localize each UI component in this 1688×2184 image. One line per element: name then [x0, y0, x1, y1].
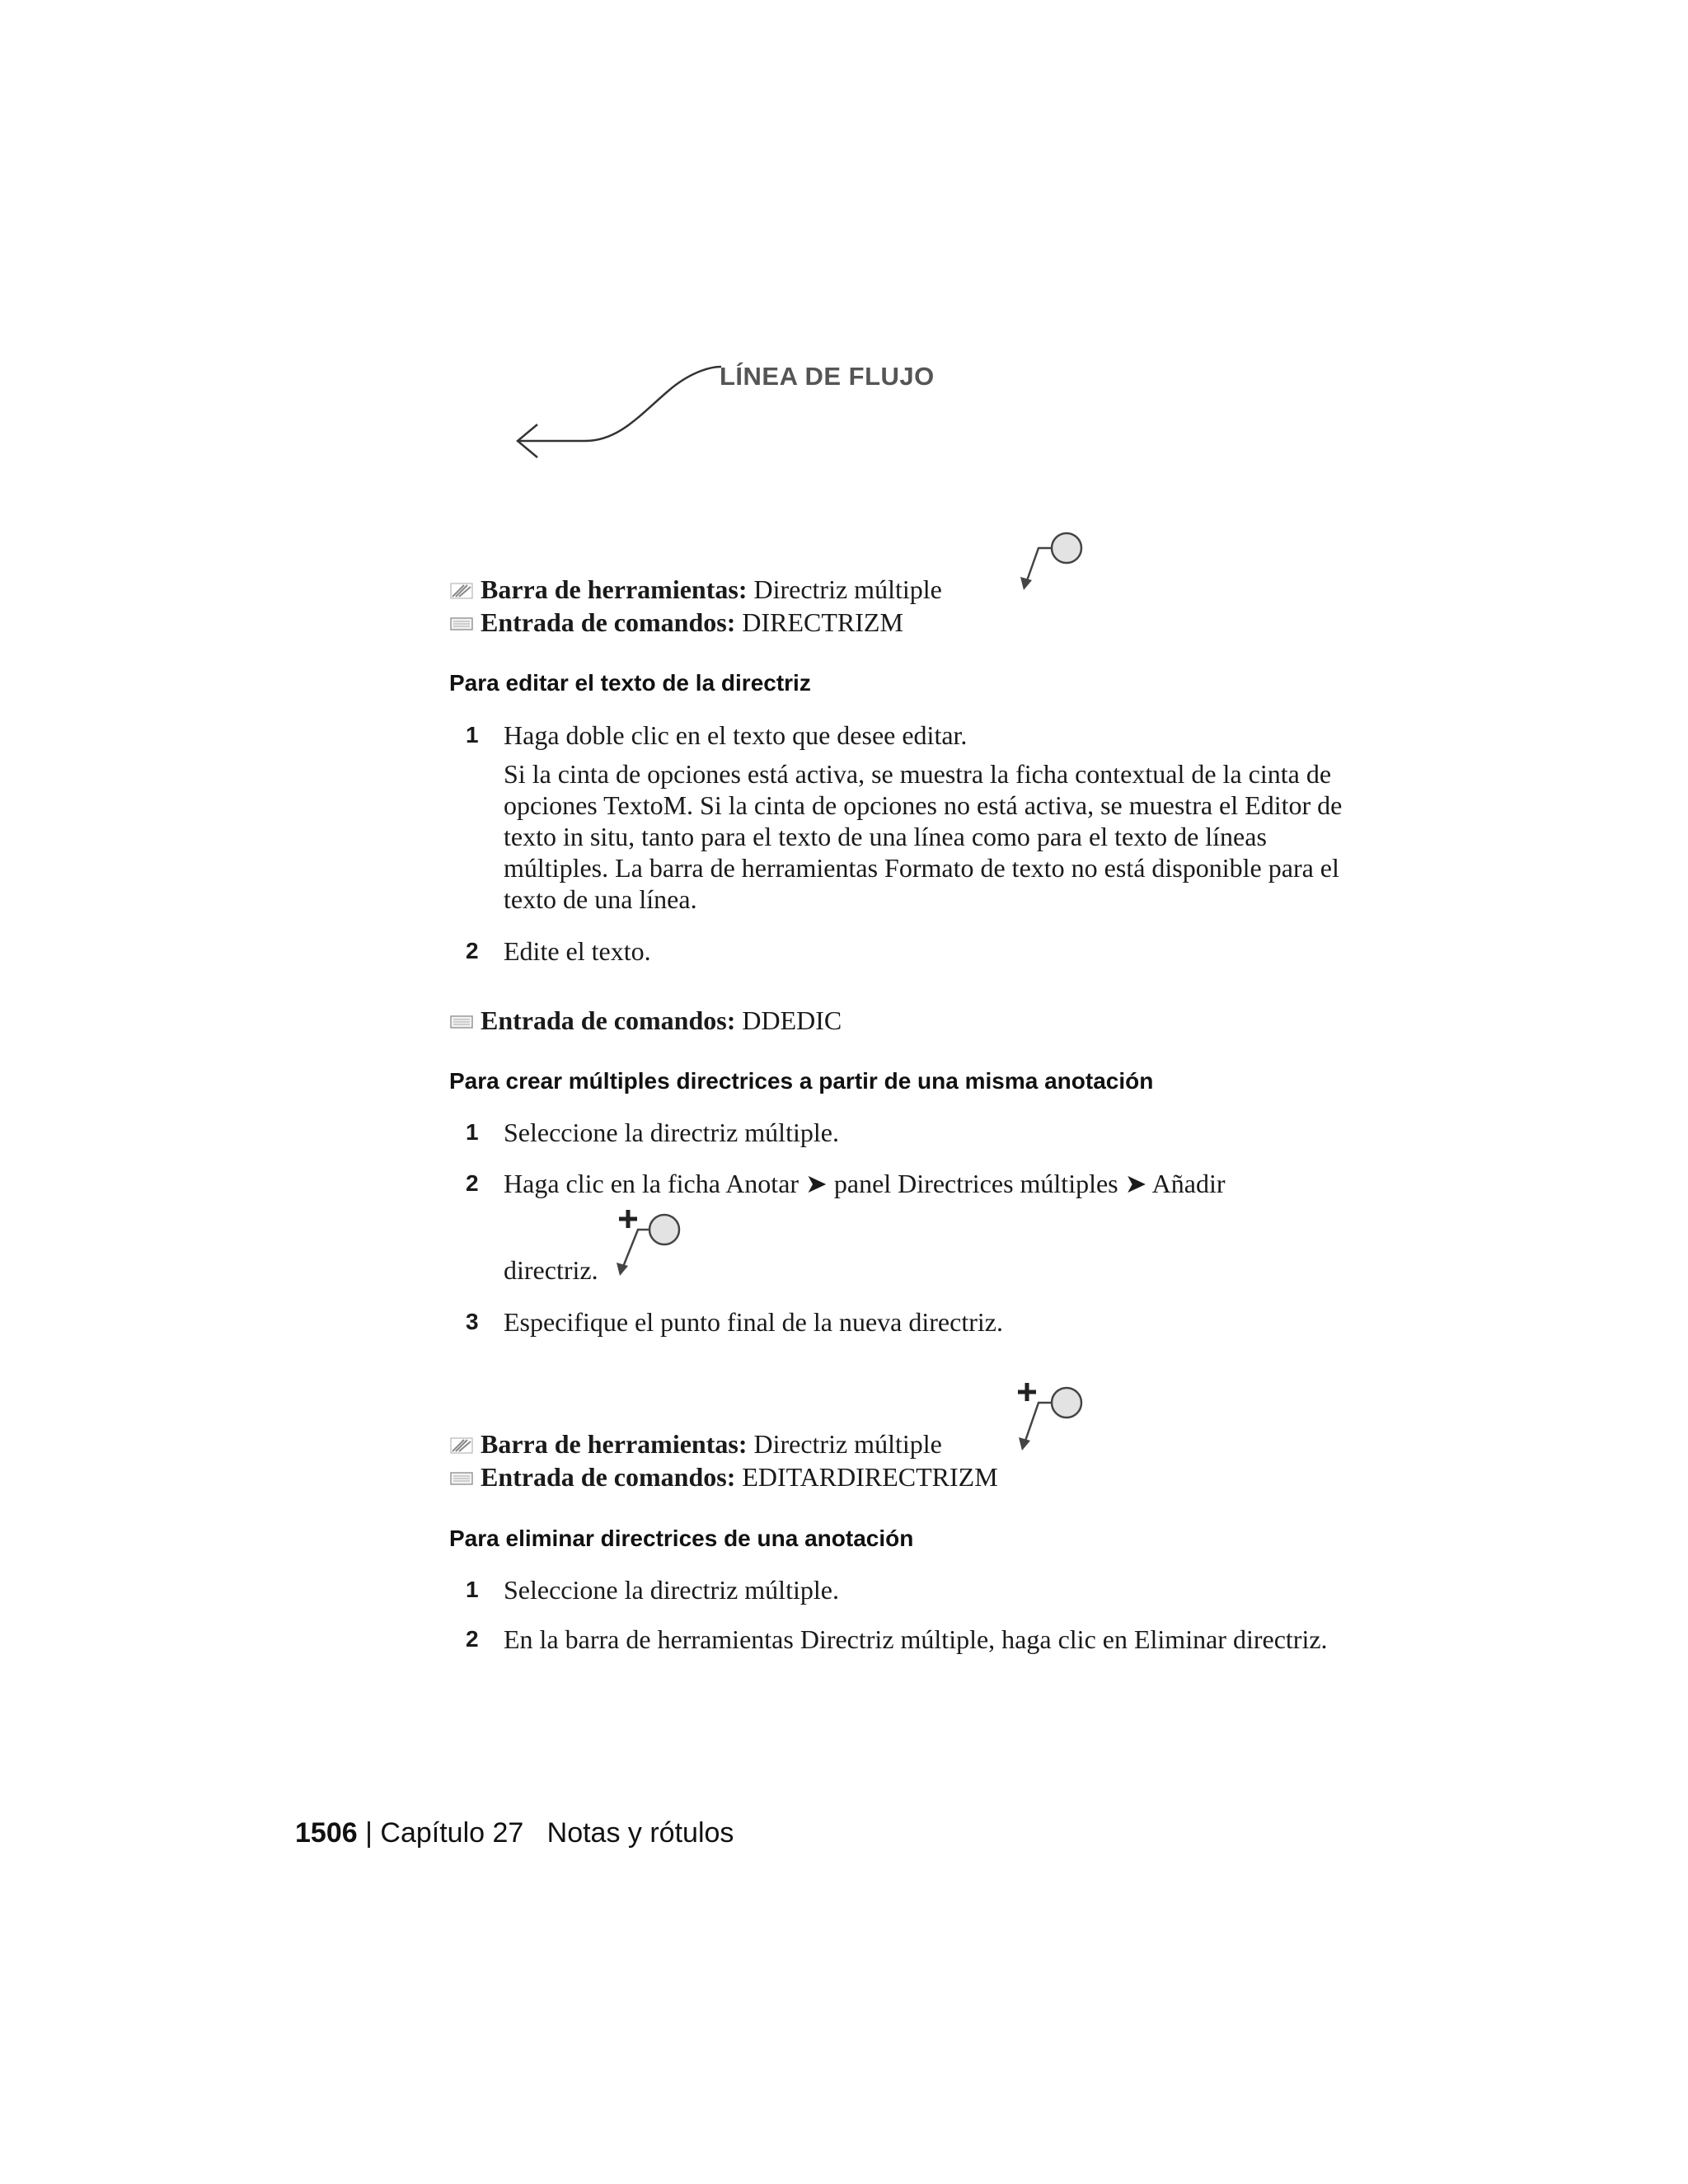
toolbar-value: Directriz múltiple [753, 1429, 942, 1459]
command-label: Entrada de comandos: [481, 607, 736, 637]
command-line [449, 606, 903, 639]
chapter-title: Notas y rótulos [546, 1817, 734, 1849]
section-heading-create: Para crear múltiples directrices a partir de una misma anotación [449, 1068, 1154, 1094]
step-text: Haga doble clic en el texto que desee editar. [504, 720, 968, 750]
step-number: 2 [466, 1170, 479, 1196]
toolbar-line [449, 1427, 942, 1460]
toolbar-icon [449, 1429, 474, 1447]
step-text-continued: directriz. [504, 1255, 598, 1285]
flow-line-figure [511, 350, 973, 474]
step-number: 2 [466, 1626, 479, 1652]
command-value: DIRECTRIZM [742, 607, 903, 637]
step-text: Edite el texto. [504, 936, 651, 966]
command-value: EDITARDIRECTRIZM [742, 1462, 998, 1492]
step-text: Especifique el punto final de la nueva directriz. [504, 1307, 1003, 1337]
add-leader-icon [608, 1205, 687, 1283]
figure-label: LÍNEA DE FLUJO [720, 362, 935, 391]
chapter-number: Capítulo 27 [380, 1817, 524, 1849]
command-line [449, 1004, 842, 1037]
toolbar-line [449, 573, 942, 606]
keyboard-icon [449, 1462, 474, 1480]
add-leader-icon [1006, 1378, 1088, 1460]
step-number: 1 [466, 1577, 479, 1602]
step-number: 1 [466, 1119, 479, 1145]
page-number: 1506 [295, 1817, 358, 1849]
keyboard-icon [449, 1005, 474, 1024]
command-label: Entrada de comandos: [481, 1005, 736, 1035]
keyboard-icon [449, 607, 474, 626]
step-number: 2 [466, 938, 479, 963]
step-number: 1 [466, 722, 479, 748]
toolbar-icon [449, 574, 474, 593]
step-text: Seleccione la directriz múltiple. [504, 1575, 839, 1605]
step-text: Haga clic en la ficha Anotar ➤ panel Directrices múltiples ➤ Añadir [504, 1169, 1226, 1198]
section-heading-edit: Para editar el texto de la directriz [449, 670, 811, 696]
command-label: Entrada de comandos: [481, 1462, 736, 1492]
footer-separator: | [365, 1817, 373, 1849]
step-note: Si la cinta de opciones está activa, se muestra la ficha contextual de la cinta de opciones TextoM. Si la cinta de opciones no está activa, se muestra el Editor de texto in situ, tanto para el texto de una línea como para el texto de líneas múltiples. La barra de herramientas Formato de texto no está disponible para el texto de una línea. [504, 759, 1343, 914]
section-heading-remove: Para eliminar directrices de una anotación [449, 1526, 914, 1551]
toolbar-label: Barra de herramientas: [481, 574, 748, 604]
command-line [449, 1460, 998, 1493]
step-text: Seleccione la directriz múltiple. [504, 1118, 839, 1147]
multileader-icon [1012, 527, 1086, 598]
page-footer [295, 1817, 734, 1849]
step-text: En la barra de herramientas Directriz múltiple, haga clic en Eliminar directriz. [504, 1624, 1328, 1654]
step-number: 3 [466, 1309, 479, 1334]
toolbar-label: Barra de herramientas: [481, 1429, 748, 1459]
toolbar-value: Directriz múltiple [753, 574, 942, 604]
command-value: DDEDIC [742, 1005, 842, 1035]
